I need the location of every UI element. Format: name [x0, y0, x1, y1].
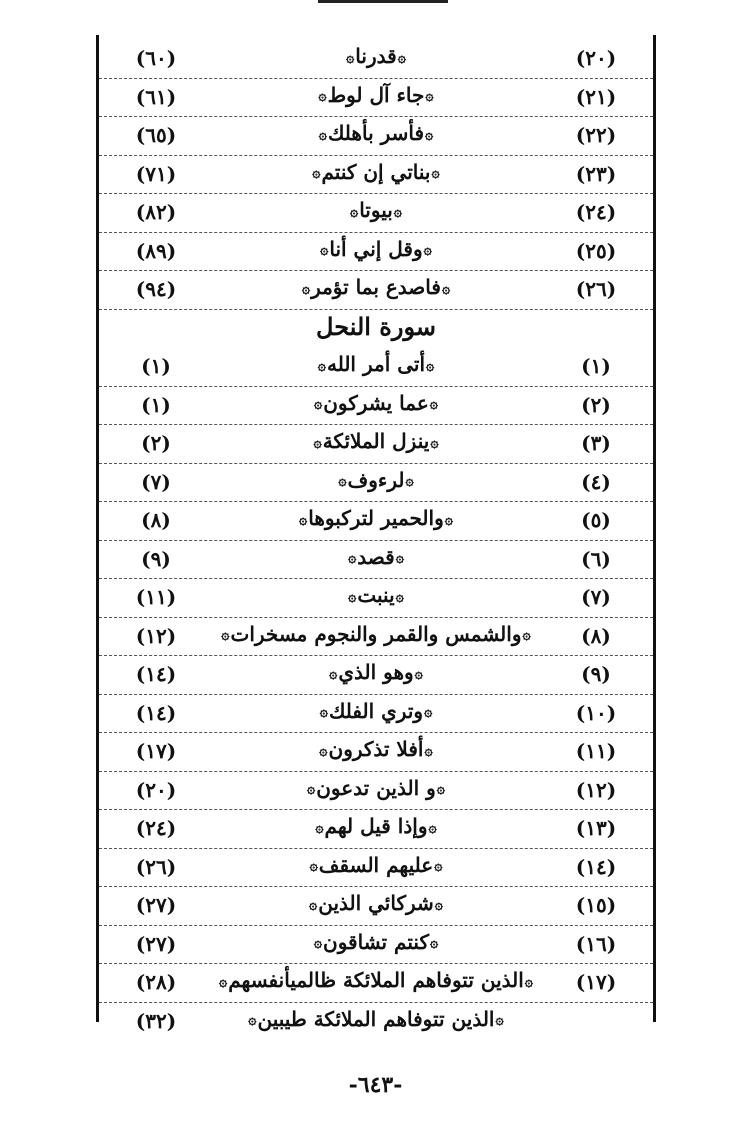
verse-phrase-text: فأسر بأهلك — [327, 121, 425, 145]
page-reference: (٢٤) — [135, 816, 177, 840]
page-reference: (٧١) — [135, 161, 177, 186]
verse-phrase-text: لرءوف — [347, 467, 405, 492]
verse-phrase — [209, 737, 543, 761]
ornament-icon: ۞ — [429, 396, 438, 412]
ornament-icon: ۞ — [434, 896, 443, 913]
verse-phrase — [209, 391, 543, 415]
ornament-icon: ۞ — [428, 819, 437, 836]
ornament-icon: ۞ — [318, 126, 327, 143]
ornament-icon: ۞ — [393, 203, 402, 220]
page-reference: (١) — [141, 354, 171, 378]
verse-phrase — [209, 545, 543, 569]
verse-number: (٢٥) — [575, 238, 617, 263]
page-reference: (٩٤) — [135, 277, 177, 301]
page-reference: (٢) — [141, 431, 171, 455]
ornament-icon: ۞ — [346, 49, 355, 66]
verse-phrase-text: قدرنا — [355, 44, 397, 68]
table-row — [99, 541, 653, 580]
table-row — [99, 579, 653, 618]
table-row — [99, 117, 653, 156]
ornament-icon: ۞ — [312, 165, 321, 181]
verse-number: (١٠) — [575, 700, 617, 725]
ornament-icon: ۞ — [431, 165, 440, 181]
verse-phrase-text: وإذا قيل لهم — [324, 814, 428, 838]
verse-phrase — [209, 776, 543, 800]
verse-number: (٧) — [581, 585, 611, 609]
ornament-icon: ۞ — [495, 1012, 504, 1028]
page-reference: (١) — [141, 392, 171, 417]
ornament-icon: ۞ — [397, 49, 406, 66]
verse-phrase-text: أتى أمر الله — [326, 352, 426, 376]
verse-phrase — [209, 352, 543, 376]
ornament-icon: ۞ — [218, 973, 228, 990]
verse-phrase-text: عما يشركون — [323, 390, 429, 415]
verse-phrase-text: قصد — [357, 544, 395, 569]
verse-phrase — [209, 891, 543, 915]
table-row — [99, 656, 653, 695]
ornament-icon: ۞ — [425, 126, 434, 143]
ornament-icon: ۞ — [426, 357, 435, 374]
ornament-icon: ۞ — [405, 473, 414, 489]
verse-number: (١١) — [575, 739, 617, 763]
ornament-icon: ۞ — [318, 88, 327, 104]
page-reference: (١٢) — [135, 623, 177, 648]
ornament-icon: ۞ — [434, 858, 443, 874]
verse-number: (٣) — [581, 431, 611, 455]
page-reference: (٩) — [141, 546, 171, 571]
ornament-icon: ۞ — [338, 473, 347, 489]
verse-phrase — [209, 237, 543, 261]
page-reference: (١١) — [135, 585, 177, 609]
table-row — [99, 156, 653, 195]
verse-phrase — [209, 44, 543, 68]
verse-phrase — [209, 622, 543, 646]
verse-phrase — [209, 121, 543, 145]
verse-number: (٨) — [581, 623, 611, 648]
page-number: -٦٤٣- — [348, 1072, 403, 1098]
verse-phrase — [209, 160, 543, 184]
table-row — [99, 233, 653, 272]
table-row — [99, 964, 653, 1003]
ornament-icon: ۞ — [319, 704, 328, 720]
page-reference: (٨٢) — [135, 200, 177, 224]
table-row — [99, 194, 653, 233]
ornament-icon: ۞ — [414, 665, 423, 682]
table-row — [99, 887, 653, 926]
verse-number: (١٣) — [575, 816, 617, 840]
verse-number: (١٢) — [575, 777, 617, 802]
verse-phrase — [209, 660, 543, 684]
page-reference: (٦١) — [135, 84, 177, 109]
ornament-icon: ۞ — [436, 781, 445, 797]
verse-number: (٢٦) — [575, 277, 617, 301]
surah-heading-row — [99, 310, 653, 349]
ornament-icon: ۞ — [307, 781, 316, 797]
table-row — [99, 926, 653, 965]
verse-phrase — [209, 83, 543, 107]
index-table — [99, 40, 653, 1041]
table-row — [99, 695, 653, 734]
table-row — [99, 849, 653, 888]
verse-phrase-text: أفلا تذكرون — [328, 737, 424, 761]
verse-number: (٢١) — [575, 84, 617, 109]
ornament-icon: ۞ — [348, 588, 357, 605]
verse-phrase-text: بناتي إن كنتم — [321, 159, 431, 184]
ornament-icon: ۞ — [395, 588, 404, 605]
verse-phrase-text: الذين تتوفاهم الملائكة طيبين — [257, 1006, 495, 1031]
top-rule — [318, 0, 448, 3]
ornament-icon: ۞ — [313, 434, 322, 451]
table-row — [99, 40, 653, 79]
table-row — [99, 772, 653, 811]
ornament-icon: ۞ — [348, 550, 357, 566]
verse-phrase-text: ينبت — [357, 583, 395, 607]
ornament-icon: ۞ — [522, 627, 531, 643]
verse-number: (٢٤) — [575, 200, 617, 224]
ornament-icon: ۞ — [314, 396, 323, 412]
verse-phrase-text: و الذين تدعون — [316, 775, 436, 800]
verse-number: (٢٠) — [575, 46, 617, 70]
ornament-icon: ۞ — [444, 511, 453, 528]
verse-phrase-text: وقل إني أنا — [329, 236, 423, 261]
table-row — [99, 618, 653, 657]
ornament-icon: ۞ — [429, 935, 439, 951]
page-reference: (٨) — [141, 508, 171, 532]
verse-phrase — [209, 1007, 543, 1031]
table-row — [99, 79, 653, 118]
ornament-icon: ۞ — [221, 627, 230, 643]
table-row — [99, 271, 653, 310]
table-row — [99, 348, 653, 387]
verse-phrase — [209, 275, 543, 299]
ornament-icon: ۞ — [441, 280, 451, 297]
verse-phrase — [209, 506, 543, 530]
page-reference: (٧) — [141, 469, 171, 494]
ornament-icon: ۞ — [315, 819, 324, 836]
ornament-icon: ۞ — [430, 434, 439, 451]
ornament-icon: ۞ — [309, 858, 318, 874]
table-row — [99, 425, 653, 464]
verse-phrase — [209, 429, 543, 453]
page-reference: (٦٥) — [135, 123, 177, 147]
page-reference: (١٧) — [135, 739, 177, 763]
page-reference: (٢٠) — [135, 777, 177, 802]
ornament-icon: ۞ — [320, 242, 329, 258]
verse-phrase — [209, 930, 543, 954]
ornament-icon: ۞ — [395, 550, 404, 566]
verse-number: (٦) — [581, 546, 611, 571]
verse-phrase-text: عليهم السقف — [318, 852, 434, 877]
table-row — [99, 733, 653, 772]
page-reference: (٨٩) — [135, 238, 177, 263]
verse-number: (٢٣) — [575, 161, 617, 186]
verse-phrase — [209, 968, 543, 992]
verse-phrase — [209, 814, 543, 838]
verse-phrase-text: والحمير لتركبوها — [308, 506, 444, 530]
ornament-icon: ۞ — [524, 973, 533, 990]
verse-phrase-text: فاصدع بما تؤمر — [311, 275, 441, 299]
ornament-icon: ۞ — [350, 203, 359, 220]
verse-number: (٢) — [581, 392, 611, 417]
ornament-icon: ۞ — [425, 88, 434, 104]
verse-phrase-text: الذين تتوفاهم الملائكة ظالميأنفسهم — [228, 968, 524, 992]
page-reference: (٢٧) — [135, 931, 177, 956]
verse-phrase — [209, 853, 543, 877]
ornament-icon: ۞ — [248, 1012, 257, 1028]
ornament-icon: ۞ — [424, 704, 433, 720]
page-reference: (١٤) — [135, 662, 177, 686]
verse-number: (٤) — [581, 469, 611, 494]
verse-phrase-text: كنتم تشاقون — [323, 929, 429, 954]
page-reference: (٣٢) — [135, 1008, 177, 1033]
verse-number: (١٤) — [575, 854, 617, 879]
ornament-icon: ۞ — [317, 357, 326, 374]
ornament-icon: ۞ — [313, 935, 323, 951]
verse-number: (٥) — [581, 508, 611, 532]
verse-number: (١) — [581, 354, 611, 378]
table-row — [99, 387, 653, 426]
ornament-icon: ۞ — [423, 242, 432, 258]
page-reference: (٦٠) — [135, 46, 177, 70]
verse-phrase-text: وتري الفلك — [328, 698, 424, 723]
verse-number: (١٦) — [575, 931, 617, 956]
verse-phrase-text: جاء آل لوط — [327, 82, 425, 107]
verse-phrase-text: شركائي الذين — [318, 891, 434, 915]
verse-phrase — [209, 699, 543, 723]
verse-phrase-text: ينزل الملائكة — [322, 429, 430, 453]
verse-phrase — [209, 468, 543, 492]
verse-phrase — [209, 198, 543, 222]
verse-phrase-text: والشمس والقمر والنجوم مسخرات — [230, 621, 522, 646]
verse-number: (١٥) — [575, 893, 617, 917]
ornament-icon: ۞ — [301, 280, 311, 297]
verse-number: (١٧) — [575, 970, 617, 994]
verse-phrase-text: وهو الذي — [338, 660, 414, 684]
table-row — [99, 464, 653, 503]
table-row — [99, 1003, 653, 1042]
page-reference: (٢٧) — [135, 893, 177, 917]
verse-phrase — [209, 583, 543, 607]
page-reference: (٢٦) — [135, 854, 177, 879]
ornament-icon: ۞ — [329, 665, 338, 682]
ornament-icon: ۞ — [309, 896, 318, 913]
ornament-icon: ۞ — [424, 742, 433, 759]
page-reference: (٢٨) — [135, 970, 177, 994]
ornament-icon: ۞ — [319, 742, 328, 759]
page-reference: (١٤) — [135, 700, 177, 725]
surah-heading: سورة النحل — [316, 311, 436, 341]
verse-number: (٩) — [581, 662, 611, 686]
table-row — [99, 810, 653, 849]
verse-number: (٢٢) — [575, 123, 617, 147]
ornament-icon: ۞ — [299, 511, 308, 528]
table-row — [99, 502, 653, 541]
verse-phrase-text: بيوتا — [359, 198, 393, 222]
